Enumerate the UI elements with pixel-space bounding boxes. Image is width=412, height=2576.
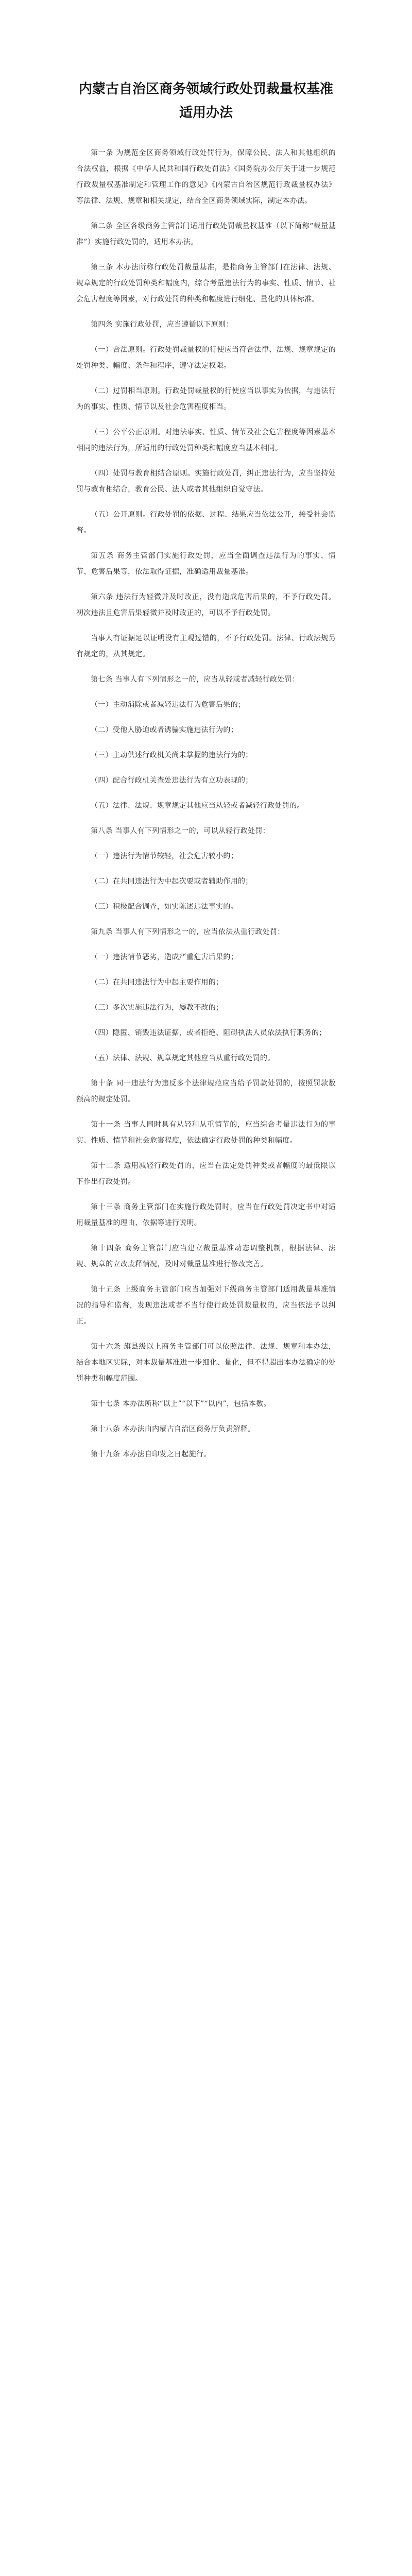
document-paragraph: （三）主动供述行政机关尚未掌握的违法行为的； xyxy=(91,751,253,759)
document-paragraph: 第十八条 本办法由内蒙古自治区商务厅负责解释。 xyxy=(91,1425,255,1433)
document-body xyxy=(76,145,336,1463)
document-paragraph: 第五条 商务主管部门实施行政处罚，应当全面调查违法行为的事实、情节、危害后果等，依法取得证据，准确适用裁量基准。 xyxy=(76,552,336,576)
document-paragraph: （二）在共同违法行为中起主要作用的； xyxy=(91,978,224,987)
document-paragraph: （一）主动消除或者减轻违法行为危害后果的； xyxy=(91,701,246,709)
document-paragraph: （四）隐匿、销毁违法证据，或者拒绝、阻碍执法人员依法执行职务的； xyxy=(91,1029,327,1037)
document-paragraph: 第八条 当事人有下列情形之一的，可以从轻行政处罚： xyxy=(91,827,270,835)
document-paragraph: 当事人有证据足以证明没有主观过错的，不予行政处罚。法律、行政法规另有规定的，从其规定。 xyxy=(76,634,336,658)
document-paragraph: （三）多次实施违法行为，屡教不改的； xyxy=(91,1004,224,1012)
document-paragraph: （一）合法原则。行政处罚裁量权的行使应当符合法律、法规、规章规定的处罚种类、幅度、条件和程序，遵守法定权限。 xyxy=(76,346,336,370)
document-paragraph: 第六条 违法行为轻微并及时改正，没有造成危害后果的，不予行政处罚。初次违法且危害后果轻微并及时改正的，可以不予行政处罚。 xyxy=(76,593,336,617)
document-paragraph: 第十条 同一违法行为违反多个法律规范应当给予罚款处罚的，按照罚款数额高的规定处罚。 xyxy=(76,1079,336,1104)
document-paragraph: 第三条 本办法所称行政处罚裁量基准，是指商务主管部门在法律、法规、规章规定的行政处罚种类和幅度内，综合考量违法行为的事实、性质、情节、社会危害程度等因素，对行政处罚的种类和幅度进行细化、量化的具体标准。 xyxy=(76,263,336,303)
document-paragraph: 第一条 为规范全区商务领域行政处罚行为，保障公民、法人和其他组织的合法权益，根据《中华人民共和国行政处罚法》《国务院办公厅关于进一步规范行政裁量权基准制定和管理工作的意见》《内蒙古自治区规范行政裁量权办法》等法律、法规、规章和相关规定，结合全区商务领域实际，制定本办法。 xyxy=(76,149,336,205)
document-paragraph: 第十五条 上级商务主管部门应当加强对下级商务主管部门适用裁量基准情况的指导和监督，发现违法或者不当行使行政处罚裁量权的，应当依法予以纠正。 xyxy=(76,1285,336,1326)
document-paragraph: 第十一条 当事人同时具有从轻和从重情节的，应当综合考量违法行为的事实、性质、情节和社会危害程度，依法确定行政处罚的种类和幅度。 xyxy=(76,1121,336,1145)
document-paragraph: （一）违法情节恶劣，造成严重危害后果的； xyxy=(91,953,238,961)
document-title: 内蒙古自治区商务领域行政处罚裁量权基准适用办法 xyxy=(78,81,333,121)
document-paragraph: （四）处罚与教育相结合原则。实施行政处罚，纠正违法行为，应当坚持处罚与教育相结合，教育公民、法人或者其他组织自觉守法。 xyxy=(76,469,336,494)
document-paragraph: 第十六条 旗县级以上商务主管部门可以依照法律、法规、规章和本办法，结合本地区实际，对本裁量基准进一步细化、量化，但不得超出本办法确定的处罚种类和幅度范围。 xyxy=(76,1343,336,1383)
document-paragraph: 第九条 当事人有下列情形之一的，应当依法从重行政处罚： xyxy=(91,928,285,936)
document-paragraph: 第十七条 本办法所称“以上”“以下”“以内”，包括本数。 xyxy=(91,1400,271,1408)
document-paragraph: 第二条 全区各级商务主管部门适用行政处罚裁量权基准（以下简称“裁量基准”）实施行政处罚的，适用本办法。 xyxy=(76,222,336,246)
document-paragraph: （二）在共同违法行为中起次要或者辅助作用的； xyxy=(91,877,253,886)
document-paragraph: 第十九条 本办法自印发之日起施行。 xyxy=(91,1450,211,1459)
document-paragraph: 第十三条 商务主管部门在实施行政处罚时，应当在行政处罚决定书中对适用裁量基准的理由、依据等进行说明。 xyxy=(76,1203,336,1227)
document-paragraph: 第十二条 适用减轻行政处罚的，应当在法定处罚种类或者幅度的最低限以下作出行政处罚。 xyxy=(76,1162,336,1186)
document-paragraph: （五）法律、法规、规章规定其他应当从轻或者减轻行政处罚的。 xyxy=(91,802,304,810)
document-paragraph: （四）配合行政机关查处违法行为有立功表现的； xyxy=(91,776,253,785)
document-paragraph: 第七条 当事人有下列情形之一的，应当从轻或者减轻行政处罚： xyxy=(91,675,300,684)
document-paragraph: （三）积极配合调查，如实陈述违法事实的。 xyxy=(91,903,238,911)
document-paragraph: （五）法律、法规、规章规定其他应当从重行政处罚的。 xyxy=(91,1054,275,1062)
document-paragraph: （二）受他人胁迫或者诱骗实施违法行为的； xyxy=(91,726,238,734)
document-paragraph: （一）违法行为情节较轻，社会危害较小的； xyxy=(91,852,238,860)
document-paragraph: （三）公平公正原则。对违法事实、性质、情节及社会危害程度等因素基本相同的违法行为，所适用的行政处罚种类和幅度应当基本相同。 xyxy=(76,428,336,452)
document-paragraph: 第四条 实施行政处罚，应当遵循以下原则： xyxy=(91,320,233,329)
document-paragraph: （二）过罚相当原则。行政处罚裁量权的行使应当以事实为依据，与违法行为的事实、性质、情节以及社会危害程度相当。 xyxy=(76,387,336,411)
document-paragraph: 第十四条 商务主管部门应当建立裁量基准动态调整机制，根据法律、法规、规章的立改废释情况，及时对裁量基准进行修改完善。 xyxy=(76,1244,336,1268)
document-paragraph: （五）公开原则。行政处罚的依据、过程、结果应当依法公开，接受社会监督。 xyxy=(76,511,336,535)
